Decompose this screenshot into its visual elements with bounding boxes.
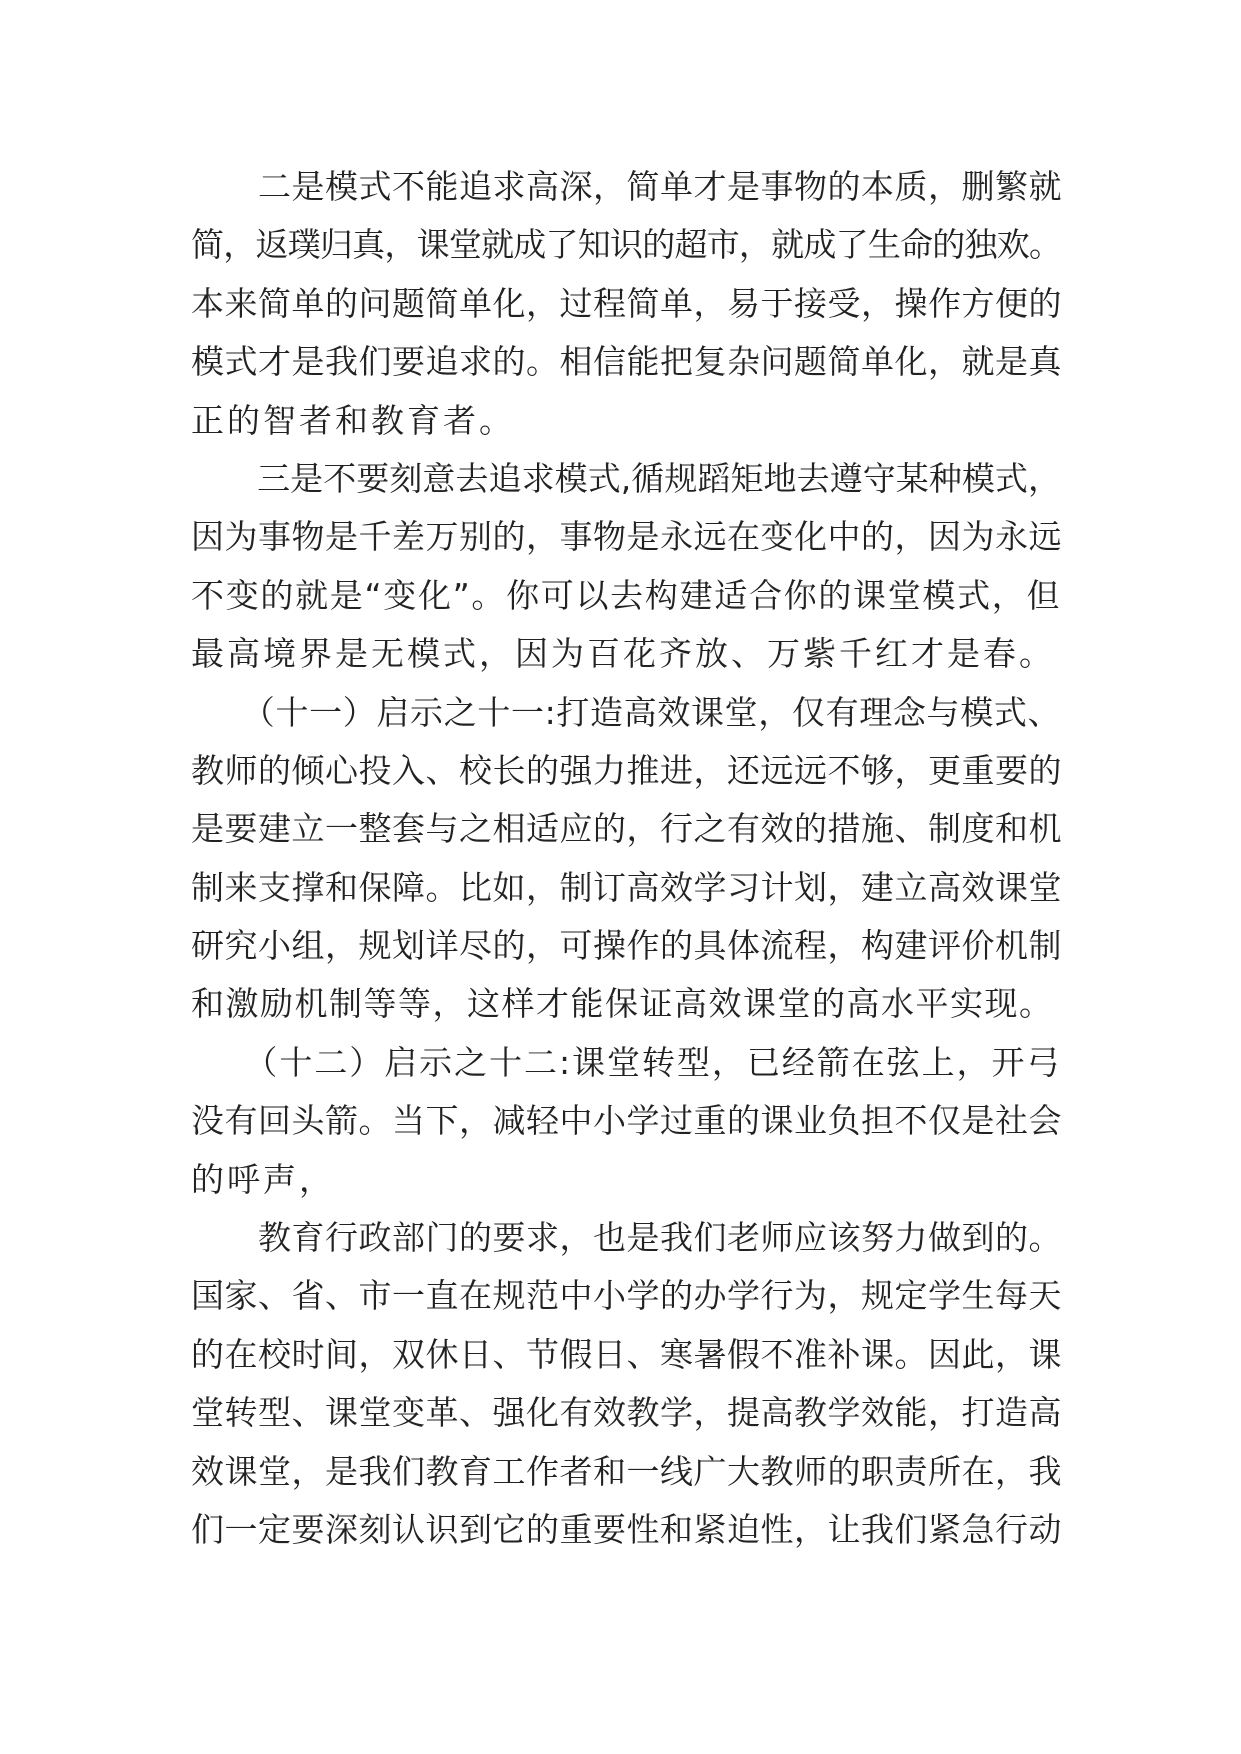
text-line: （十一）启示之十一:打造高效课堂，仅有理念与模式、 bbox=[191, 692, 1061, 732]
text-line: 们一定要深刻认识到它的重要性和紧迫性，让我们紧急行动 bbox=[191, 1509, 1062, 1549]
text-line: 最高境界是无模式，因为百花齐放、万紫千红才是春。 bbox=[191, 634, 1055, 674]
text-line: 制来支撑和保障。比如，制订高效学习计划，建立高效课堂 bbox=[191, 867, 1062, 907]
text-line: 堂转型、课堂变革、强化有效教学，提高教学效能，打造高 bbox=[191, 1393, 1062, 1433]
text-line: 模式才是我们要追求的。相信能把复杂问题简单化，就是真 bbox=[191, 342, 1062, 382]
text-line: 正的智者和教育者。 bbox=[191, 400, 515, 440]
text-line: 的呼声， bbox=[191, 1159, 335, 1199]
text-line: （十二）启示之十二:课堂转型，已经箭在弦上，开弓 bbox=[191, 1042, 1061, 1082]
text-line: 本来简单的问题简单化，过程简单，易于接受，操作方便的 bbox=[191, 283, 1062, 323]
text-line: 三是不要刻意去追求模式,循规蹈矩地去遵守某种模式， bbox=[191, 458, 1061, 498]
text-line: 和激励机制等等，这样才能保证高效课堂的高水平实现。 bbox=[191, 984, 1054, 1024]
text-line: 教育行政部门的要求，也是我们老师应该努力做到的。 bbox=[191, 1218, 1062, 1258]
text-line: 不变的就是“变化”。你可以去构建适合你的课堂模式，但 bbox=[191, 575, 1061, 615]
text-line: 国家、省、市一直在规范中小学的办学行为，规定学生每天 bbox=[191, 1276, 1062, 1316]
text-line: 因为事物是千差万别的，事物是永远在变化中的，因为永远 bbox=[191, 517, 1062, 557]
text-line: 是要建立一整套与之相适应的，行之有效的措施、制度和机 bbox=[191, 809, 1062, 849]
text-line: 研究小组，规划详尽的，可操作的具体流程，构建评价机制 bbox=[191, 926, 1062, 966]
text-line: 二是模式不能追求高深，简单才是事物的本质，删繁就 bbox=[191, 167, 1062, 206]
text-line: 效课堂，是我们教育工作者和一线广大教师的职责所在，我 bbox=[191, 1451, 1062, 1491]
text-line: 的在校时间，双休日、节假日、寒暑假不准补课。因此，课 bbox=[191, 1334, 1062, 1374]
body-text bbox=[191, 158, 1061, 1559]
text-line: 简，返璞归真，课堂就成了知识的超市，就成了生命的独欢。 bbox=[191, 225, 1061, 265]
text-line: 没有回头箭。当下，减轻中小学过重的课业负担不仅是社会 bbox=[191, 1101, 1062, 1141]
text-line: 教师的倾心投入、校长的强力推进，还远远不够，更重要的 bbox=[191, 750, 1062, 790]
